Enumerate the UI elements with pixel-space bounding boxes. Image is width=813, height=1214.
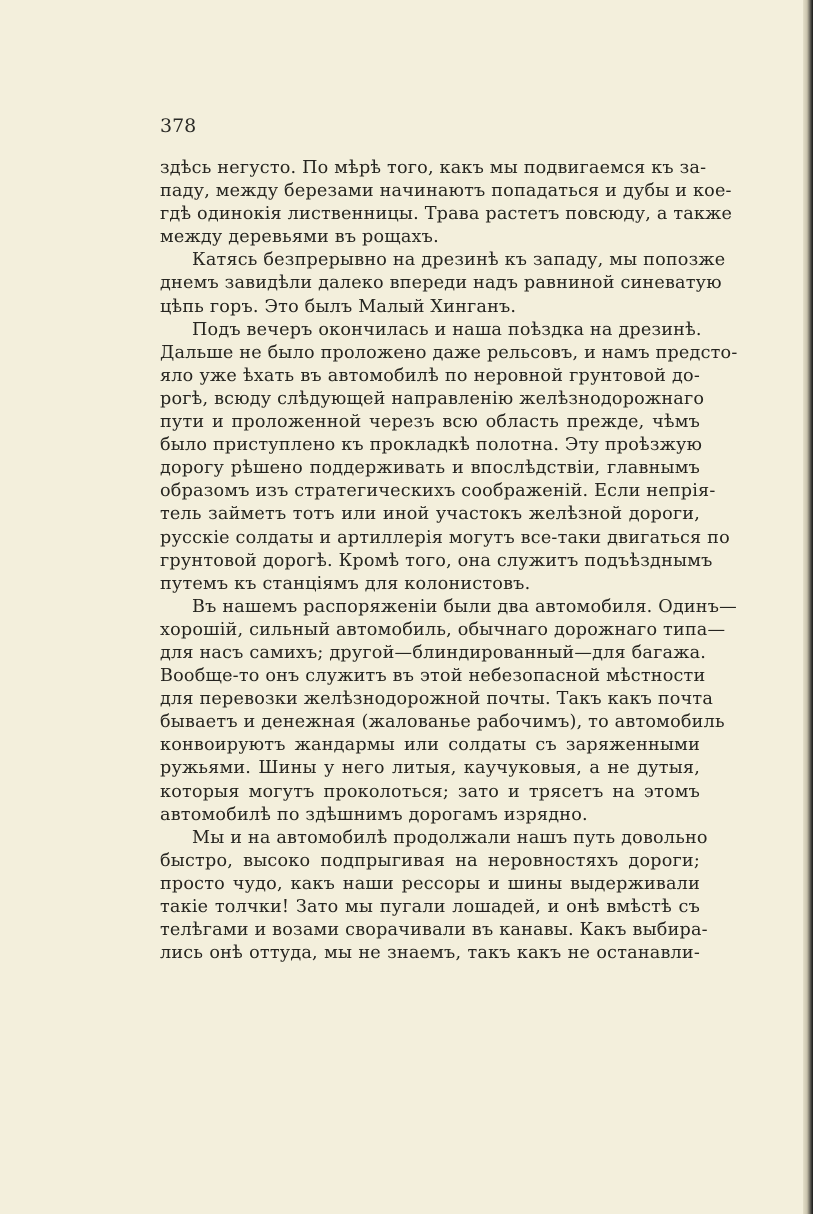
page-edge-shadow xyxy=(803,0,813,1214)
text-line: рогѣ, всюду слѣдующей направленію желѣзнодорожнаго xyxy=(160,388,705,409)
text-line: автомобилѣ по здѣшнимъ дорогамъ изрядно. xyxy=(160,804,588,825)
text-line: для насъ самихъ; другой—блиндированный—для багажа. xyxy=(160,642,707,663)
text-line: между деревьями въ рощахъ. xyxy=(160,227,439,248)
text-line: бываетъ и денежная (жалованье рабочимъ), то автомобиль xyxy=(160,712,725,733)
text-line: русскіе солдаты и артиллерія могутъ все-таки двигаться по xyxy=(160,527,730,548)
text-line: лись онѣ оттуда, мы не знаемъ, такъ какъ не останавли- xyxy=(160,943,700,964)
text-line: грунтовой дорогѣ. Кромѣ того, она служитъ подъѣзднымъ xyxy=(160,550,713,571)
text-line: тель займетъ тотъ или иной участокъ желѣзной дороги, xyxy=(160,504,700,525)
text-line: пути и проложенной черезъ всю область прежде, чѣмъ xyxy=(160,412,700,433)
text-line: дорогу рѣшено поддерживать и впослѣдствіи, главнымъ xyxy=(160,458,700,479)
text-line: быстро, высоко подпрыгивая на неровностяхъ дороги; xyxy=(160,850,700,871)
text-line: Мы и на автомобилѣ продолжали нашъ путь довольно xyxy=(192,827,708,848)
text-line: телѣгами и возами сворачивали въ канавы. Какъ выбира- xyxy=(160,920,708,941)
page-number: 378 xyxy=(160,115,197,137)
text-line: Дальше не было проложено даже рельсовъ, и намъ предсто- xyxy=(160,342,738,363)
text-line: ружьями. Шины у него литыя, каучуковыя, а не дутыя, xyxy=(160,758,700,779)
text-line: такіе толчки! Зато мы пугали лошадей, и онѣ вмѣстѣ съ xyxy=(160,897,700,917)
text-line: Въ нашемъ распоряженіи были два автомобиля. Одинъ— xyxy=(192,596,737,617)
text-line: образомъ изъ стратегическихъ соображеній. Если непрія- xyxy=(160,481,716,502)
text-line: паду, между березами начинаютъ попадаться и дубы и кое- xyxy=(160,181,732,202)
text-line: Подъ вечеръ окончилась и наша поѣздка на дрезинѣ. xyxy=(192,319,702,340)
text-line: для перевозки желѣзнодорожной почты. Такъ какъ почта xyxy=(160,689,714,710)
body-text xyxy=(160,157,738,965)
text-line: которыя могутъ проколоться; зато и трясетъ на этомъ xyxy=(160,781,700,802)
text-line: было приступлено къ прокладкѣ полотна. Эту проѣзжую xyxy=(160,435,703,456)
text-line: Катясь безпрерывно на дрезинѣ къ западу, мы попозже xyxy=(192,250,726,271)
text-line: конвоируютъ жандармы или солдаты съ заряженными xyxy=(160,735,700,756)
text-line: яло уже ѣхать въ автомобилѣ по неровной грунтовой до- xyxy=(160,365,700,386)
text-line: Вообще-то онъ служитъ въ этой небезопасной мѣстности xyxy=(160,666,706,687)
text-line: днемъ завидѣли далеко впереди надъ равниной синеватую xyxy=(160,273,722,294)
text-line: здѣсь негусто. По мѣрѣ того, какъ мы подвигаемся къ за- xyxy=(160,158,707,178)
text-line: цѣпь горъ. Это былъ Малый Хинганъ. xyxy=(160,296,517,317)
text-line: хорошій, сильный автомобиль, обычнаго дорожнаго типа— xyxy=(160,619,726,640)
text-line: просто чудо, какъ наши рессоры и шины выдерживали xyxy=(160,873,700,894)
text-line: путемъ къ станціямъ для колонистовъ. xyxy=(160,573,531,594)
text-line: гдѣ одинокія лиственницы. Трава растетъ повсюду, а также xyxy=(160,204,733,225)
